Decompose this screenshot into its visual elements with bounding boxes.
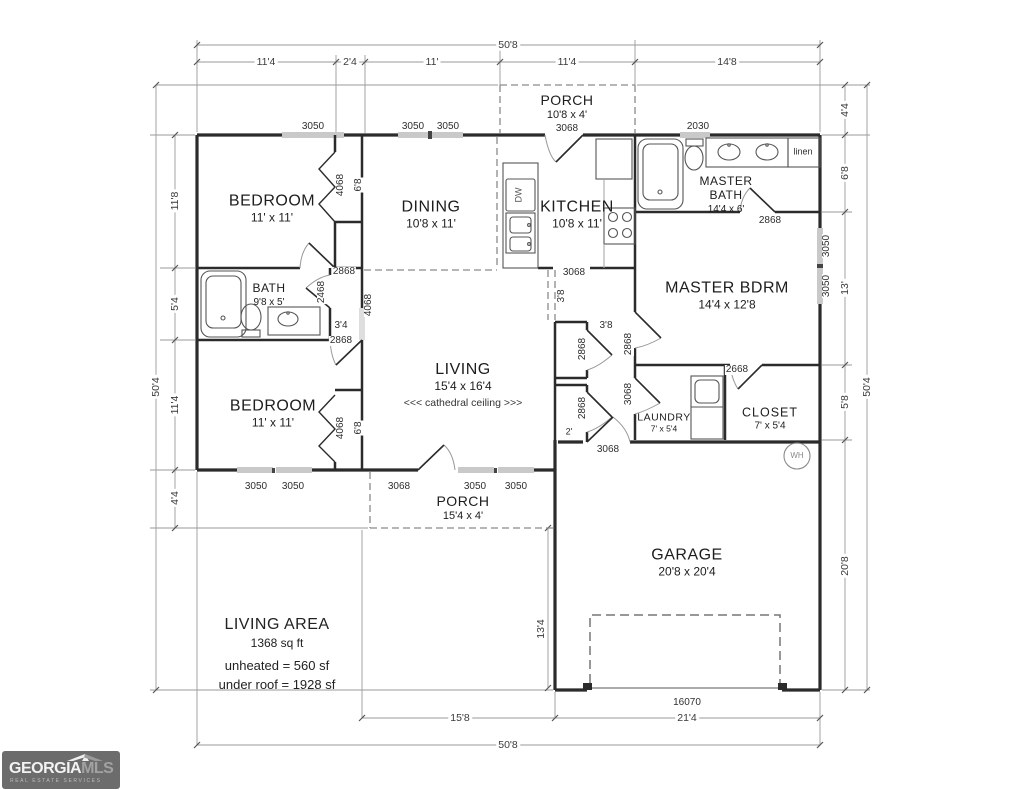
dimension-label: 15'8: [450, 711, 470, 724]
area-sqft: 1368 sq ft: [250, 636, 304, 650]
area-under-roof: under roof = 1928 sf: [218, 677, 336, 692]
area-summary: [177, 616, 377, 692]
dimension-label: 50'8: [498, 738, 518, 751]
schedule-label: 2030: [686, 121, 710, 132]
schedule-label: 2868: [577, 396, 588, 420]
room-label-living: [404, 361, 523, 409]
dimension-label: 13': [838, 281, 851, 295]
logo-tagline: REAL ESTATE SERVICES: [10, 778, 102, 784]
room-dimensions: 9'8 x 5': [253, 296, 285, 308]
dimension-label: 11'4: [256, 55, 276, 68]
schedule-label: 3050: [436, 121, 460, 132]
room-name: CLOSET: [741, 405, 799, 420]
dimension-label: 6'8: [838, 166, 851, 180]
room-name: BEDROOM: [228, 192, 316, 210]
schedule-label: 3050: [821, 274, 832, 298]
room-dimensions: 15'4 x 16'4: [434, 379, 492, 394]
room-dimensions: 10'8 x 11': [552, 216, 602, 231]
georgia-mls-logo: [2, 751, 120, 789]
room-label-master-bdrm: [665, 279, 789, 312]
room-label-bedroom-2: [230, 397, 316, 430]
schedule-label: 2868: [623, 332, 634, 356]
schedule-label: 2468: [316, 280, 327, 304]
schedule-label: 3'8: [556, 289, 567, 303]
room-label-bath: [252, 282, 285, 308]
room-dimensions: 14'4 x 12'8: [698, 297, 756, 312]
schedule-label: 3068: [623, 382, 634, 406]
room-dimensions: 11' x 11': [250, 210, 294, 225]
schedule-label: 2868: [577, 337, 588, 361]
room-name: LAUNDRY: [637, 411, 691, 424]
schedule-label: WH: [790, 451, 804, 460]
dimension-label: 2'4: [343, 55, 357, 68]
room-name: DINING: [401, 198, 461, 216]
room-dimensions: 10'8 x 4': [546, 109, 588, 122]
schedule-label: 3'4: [334, 320, 348, 331]
room-note: <<< cathedral ceiling >>>: [403, 397, 523, 410]
dimension-label: 5'4: [168, 297, 181, 311]
room-label-porch-top: [540, 92, 593, 122]
schedule-label: 3050: [821, 234, 832, 258]
dimension-label: 14'8: [717, 55, 737, 68]
dimension-label: 50'4: [860, 377, 873, 397]
schedule-label: 3050: [281, 481, 305, 492]
room-name: LIVING: [435, 360, 491, 378]
room-dimensions: 7' x 5'4: [754, 420, 786, 432]
schedule-label: DW: [513, 187, 524, 203]
room-name: MASTER BATH: [699, 173, 753, 202]
schedule-label: 3050: [463, 481, 487, 492]
schedule-label: 3068: [387, 481, 411, 492]
room-name: BEDROOM: [229, 397, 317, 415]
logo-mls: MLS: [81, 760, 114, 777]
schedule-label: 4068: [363, 293, 374, 317]
room-dimensions: 15'4 x 4': [442, 510, 484, 523]
schedule-label: 2668: [725, 364, 749, 375]
schedule-label: 6'8: [353, 178, 364, 192]
room-dimensions: 14'4 x 6': [707, 203, 745, 215]
dimension-label: 11'4: [557, 55, 577, 68]
dimension-label: 5'8: [838, 395, 851, 409]
schedule-label: 2868: [332, 266, 356, 277]
schedule-label: 16070: [673, 697, 701, 708]
room-label-garage: [651, 546, 722, 579]
dimension-label: 20'8: [838, 556, 851, 576]
room-name: KITCHEN: [540, 198, 614, 216]
schedule-label: 4068: [335, 173, 346, 197]
room-name: MASTER BDRM: [665, 279, 789, 297]
dimension-label: 4'4: [838, 103, 851, 117]
schedule-label: 3050: [301, 121, 325, 132]
room-label-bedroom-1: [229, 192, 315, 225]
schedule-label: 2': [565, 426, 573, 437]
room-dimensions: 10'8 x 11': [406, 216, 456, 231]
room-label-dining: [402, 198, 461, 231]
dimension-label: 11'4: [168, 395, 181, 415]
room-label-porch-bottom: [436, 493, 489, 523]
schedule-label: 6'8: [353, 421, 364, 435]
room-label-kitchen: [540, 198, 614, 231]
room-name: PORCH: [540, 92, 594, 109]
room-label-closet: [742, 406, 798, 433]
room-dimensions: 11' x 11': [251, 415, 295, 430]
schedule-label: linen: [793, 146, 813, 157]
area-title: LIVING AREA: [224, 616, 330, 633]
room-label-master-bath: [693, 175, 759, 215]
dimension-label: 11': [425, 55, 439, 68]
dimension-label: 21'4: [677, 711, 697, 724]
room-name: BATH: [252, 280, 286, 295]
dimension-label: 4'4: [168, 491, 181, 505]
room-name: PORCH: [436, 493, 490, 510]
dimension-label: 13'4: [534, 619, 547, 639]
schedule-label: 4068: [335, 416, 346, 440]
area-unheated: unheated = 560 sf: [224, 658, 330, 673]
schedule-label: 3068: [555, 123, 579, 134]
schedule-label: 3050: [401, 121, 425, 132]
room-name: GARAGE: [651, 546, 723, 564]
dimension-label: 50'8: [498, 38, 518, 51]
schedule-label: 3050: [504, 481, 528, 492]
dimension-label: 50'4: [149, 377, 162, 397]
schedule-label: 3050: [244, 481, 268, 492]
schedule-label: 2868: [329, 335, 353, 346]
room-label-laundry: [637, 412, 691, 435]
schedule-label: 3068: [596, 444, 620, 455]
schedule-label: 2868: [758, 215, 782, 226]
logo-georgia: GEORGIA: [9, 760, 82, 777]
room-dimensions: 7' x 5'4: [650, 423, 678, 434]
schedule-label: 3068: [562, 267, 586, 278]
room-dimensions: 20'8 x 20'4: [658, 564, 716, 579]
dimension-label: 11'8: [168, 191, 181, 211]
schedule-label: 3'8: [599, 320, 613, 331]
